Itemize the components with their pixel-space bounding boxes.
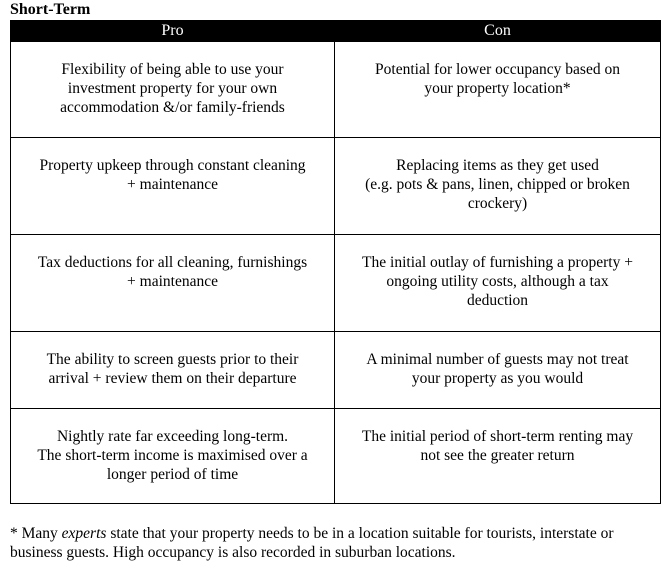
con-cell (335, 138, 661, 235)
con-cell (335, 409, 661, 504)
pro-cell (11, 138, 335, 235)
table-row (11, 332, 661, 409)
pro-text: Flexibility of being able to use your investment property for your own accommodation &/or family-friends (60, 61, 285, 116)
table-row (11, 138, 661, 235)
pros-cons-table (10, 20, 661, 504)
con-text: Replacing items as they get used (e.g. pots & pans, linen, chipped or broken crockery) (365, 157, 630, 212)
footnote (10, 524, 665, 562)
con-text: Potential for lower occupancy based on your property location* (375, 61, 620, 97)
con-text: The initial outlay of furnishing a property + ongoing utility costs, although a tax deduction (362, 254, 633, 309)
header-row (11, 21, 661, 42)
con-text: The initial period of short-term renting may not see the greater return (361, 428, 634, 464)
con-text: A minimal number of guests may not treat your property as you would (366, 351, 629, 387)
pro-cell (11, 42, 335, 138)
pro-cell (11, 409, 335, 504)
table-title: Short-Term (10, 1, 91, 18)
footnote-prefix: * Many (10, 525, 62, 542)
pro-cell (11, 332, 335, 409)
pro-text: The ability to screen guests prior to their arrival + review them on their departure (46, 351, 299, 387)
column-header-con: Con (335, 21, 661, 42)
pro-text: Nightly rate far exceeding long-term. The short-term income is maximised over a longer period of time (37, 428, 308, 483)
pro-cell (11, 235, 335, 332)
footnote-text: state that your property needs to be in a location suitable for tourists, interstate or business guests. High occupancy is also recorded in suburban locations. (10, 525, 614, 561)
con-cell (335, 235, 661, 332)
column-header-pro: Pro (11, 21, 335, 42)
table-row (11, 409, 661, 504)
table-row (11, 42, 661, 138)
pro-text: Tax deductions for all cleaning, furnishings + maintenance (37, 254, 308, 290)
pro-text: Property upkeep through constant cleaning + maintenance (39, 157, 306, 193)
table-row (11, 235, 661, 332)
footnote-emphasis: experts (61, 525, 107, 542)
con-cell (335, 332, 661, 409)
con-cell (335, 42, 661, 138)
